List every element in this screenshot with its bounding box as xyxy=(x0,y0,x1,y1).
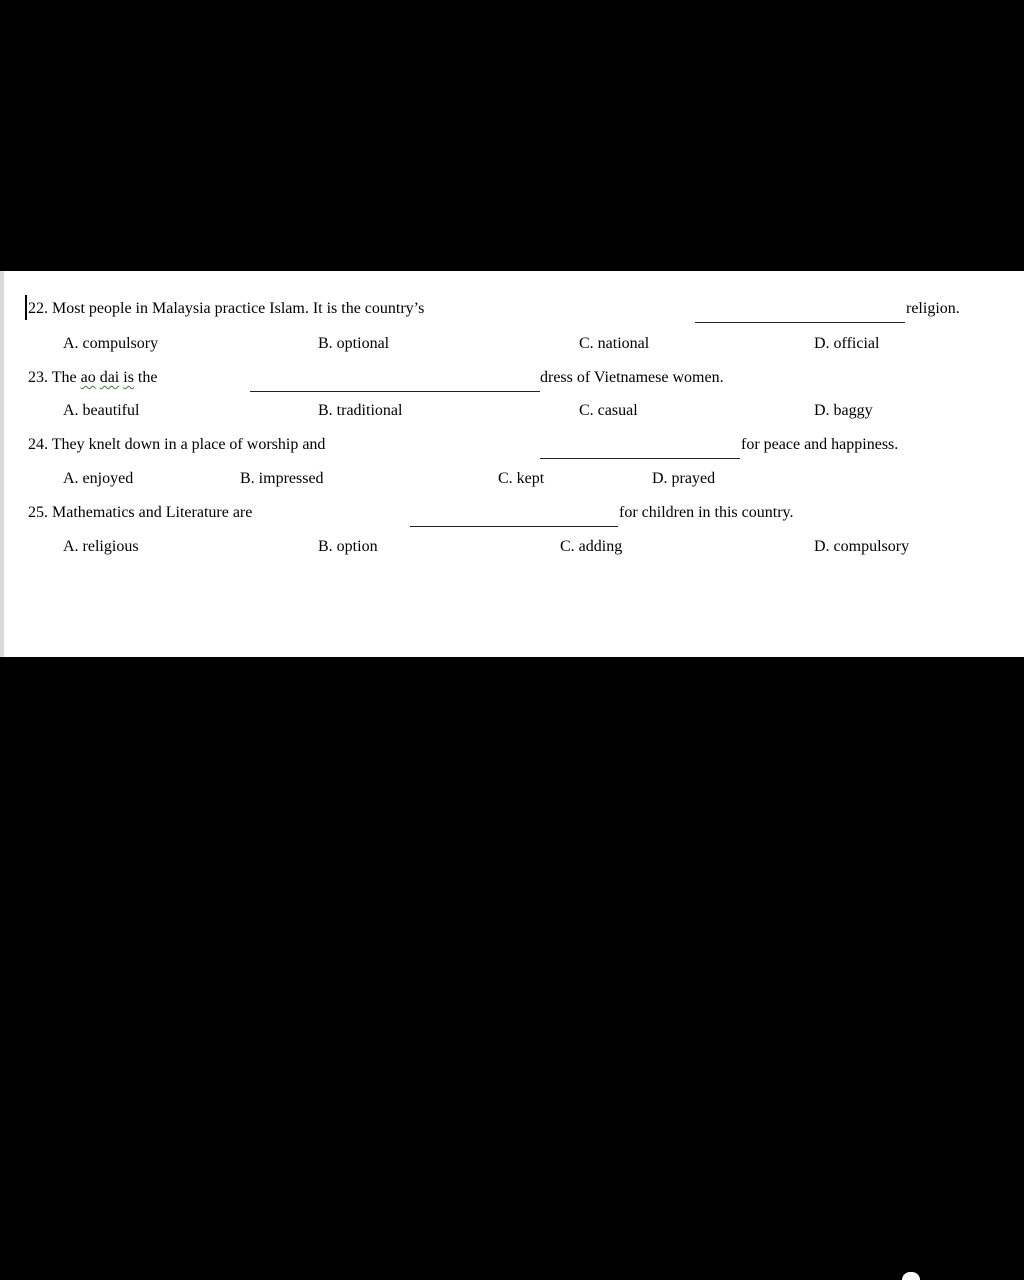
question-25-option-c: C. adding xyxy=(560,538,623,555)
question-23-stem xyxy=(28,365,157,391)
text-cursor xyxy=(25,295,27,320)
question-24-blank[interactable] xyxy=(540,458,740,459)
document-page xyxy=(0,271,1024,657)
question-25-option-d: D. compulsory xyxy=(814,538,910,555)
question-22-blank[interactable] xyxy=(695,322,905,323)
question-25-blank[interactable] xyxy=(410,526,618,527)
spellcheck-word-is: is xyxy=(123,369,134,386)
question-23-option-b: B. traditional xyxy=(318,402,403,419)
question-22-option-b: B. optional xyxy=(318,335,390,352)
question-22-option-c: C. national xyxy=(579,335,650,352)
spellcheck-word-ao: ao xyxy=(80,369,96,386)
question-24-stem: 24. They knelt down in a place of worship and xyxy=(28,436,326,453)
question-23-option-d: D. baggy xyxy=(814,402,873,419)
question-24-option-d: D. prayed xyxy=(652,470,716,487)
question-23-option-a: A. beautiful xyxy=(63,402,140,419)
spellcheck-word-dai: dai xyxy=(99,369,120,386)
question-23-word-the: the xyxy=(137,369,158,386)
question-22-stem-end: religion. xyxy=(906,300,960,317)
corner-indicator-icon xyxy=(902,1272,920,1280)
question-23-prefix: 23. The xyxy=(28,369,77,386)
question-22-option-d: D. official xyxy=(814,335,880,352)
question-23-option-c: C. casual xyxy=(579,402,638,419)
question-25-option-b: B. option xyxy=(318,538,378,555)
question-22-option-a: A. compulsory xyxy=(63,335,159,352)
question-25-stem: 25. Mathematics and Literature are xyxy=(28,504,253,521)
question-23-blank[interactable] xyxy=(250,391,540,392)
question-24-option-c: C. kept xyxy=(498,470,545,487)
question-24-option-a: A. enjoyed xyxy=(63,470,134,487)
question-25-option-a: A. religious xyxy=(63,538,139,555)
question-22-stem: 22. Most people in Malaysia practice Islam. It is the country’s xyxy=(28,300,425,317)
question-25-stem-end: for children in this country. xyxy=(619,504,794,521)
question-24-option-b: B. impressed xyxy=(240,470,324,487)
question-23-stem-end: dress of Vietnamese women. xyxy=(540,369,724,386)
question-24-stem-end: for peace and happiness. xyxy=(741,436,899,453)
